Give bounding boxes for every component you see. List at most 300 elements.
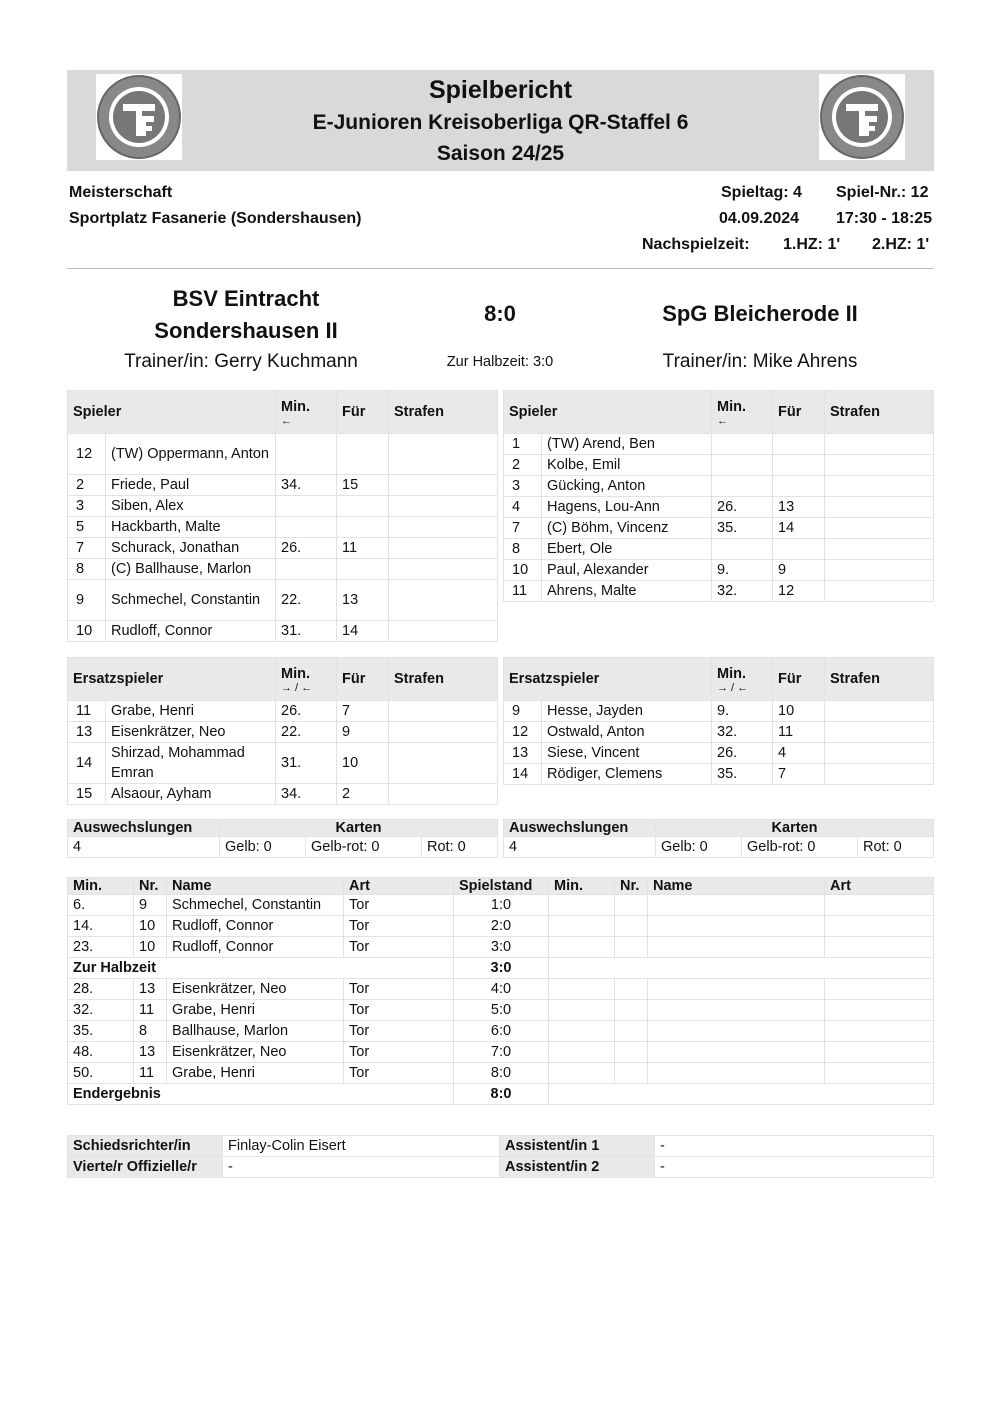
player-name: Rudloff, Connor [106, 621, 276, 642]
player-name: Grabe, Henri [106, 701, 276, 722]
sub-for-number: 11 [337, 538, 389, 559]
halftime-score: Zur Halbzeit: 3:0 [446, 354, 554, 370]
penalties-header: Strafen [389, 658, 498, 701]
goal-scorer-name: Eisenkrätzer, Neo [167, 979, 344, 1000]
sub-for-number [773, 434, 825, 455]
subs-header: Ersatzspieler [504, 658, 712, 701]
home-trainer: Trainer/in: Gerry Kuchmann [124, 351, 358, 372]
sub-minute: 9. [712, 701, 773, 722]
substitutions-count: 4 [68, 837, 220, 858]
away-goals-nr-header: Nr. [615, 878, 648, 895]
goal-scorer-number: 11 [134, 1000, 167, 1021]
home-team-line2: Sondershausen II [154, 318, 338, 343]
goal-type: Tor [344, 895, 454, 916]
penalties-cell [825, 743, 934, 764]
goal-scorer-number: 13 [134, 1042, 167, 1063]
goals-nr-header: Nr. [134, 878, 167, 895]
goal-minute: 32. [68, 1000, 134, 1021]
player-row [504, 476, 934, 497]
assistant1-label: Assistent/in 1 [500, 1136, 655, 1157]
goal-row [68, 1021, 934, 1042]
yellow-cards: Gelb: 0 [656, 837, 742, 858]
away-goal-empty-cell [825, 1000, 934, 1021]
player-row [504, 743, 934, 764]
player-number: 1 [504, 434, 542, 455]
sub-for-number: 9 [337, 722, 389, 743]
penalties-cell [389, 722, 498, 743]
venue: Sportplatz Fasanerie (Sondershausen) [69, 210, 362, 227]
player-row [68, 475, 498, 496]
league-name: E-Junioren Kreisoberliga QR-Staffel 6 [312, 111, 689, 134]
sub-for-number: 2 [337, 784, 389, 805]
player-number: 7 [504, 518, 542, 539]
yellow-cards: Gelb: 0 [220, 837, 306, 858]
away-goal-empty-cell [549, 1000, 615, 1021]
sub-minute: 26. [712, 497, 773, 518]
for-header: Für [337, 391, 389, 434]
player-number: 10 [504, 560, 542, 581]
player-row [504, 455, 934, 476]
goal-type: Tor [344, 1021, 454, 1042]
halftime-label: Zur Halbzeit [68, 958, 454, 979]
extra-time-first-half: 1.HZ: 1' [783, 236, 841, 253]
goal-row [68, 1000, 934, 1021]
player-number: 15 [68, 784, 106, 805]
goal-score: 4:0 [454, 979, 549, 1000]
player-number: 3 [504, 476, 542, 497]
away-subs-table [503, 657, 934, 785]
penalties-cell [389, 538, 498, 559]
player-row [504, 701, 934, 722]
for-header: Für [337, 658, 389, 701]
penalties-cell [389, 580, 498, 621]
away-goal-empty-cell [825, 1063, 934, 1084]
extra-time-label: Nachspielzeit: [642, 236, 750, 253]
penalties-cell [825, 455, 934, 476]
sub-minute: 9. [712, 560, 773, 581]
sub-minute: 22. [276, 722, 337, 743]
for-header: Für [773, 391, 825, 434]
sub-for-number: 12 [773, 581, 825, 602]
min-header: Min. ← [276, 391, 337, 434]
player-row [68, 722, 498, 743]
away-goal-empty-cell [648, 1021, 825, 1042]
player-name: Paul, Alexander [542, 560, 712, 581]
goal-minute: 35. [68, 1021, 134, 1042]
competition: Meisterschaft [69, 184, 173, 201]
for-header: Für [773, 658, 825, 701]
goal-scorer-name: Grabe, Henri [167, 1000, 344, 1021]
penalties-cell [825, 539, 934, 560]
sub-for-number [337, 496, 389, 517]
penalties-cell [825, 722, 934, 743]
away-goal-empty-cell [549, 937, 615, 958]
away-goal-empty-cell [648, 916, 825, 937]
player-row [68, 559, 498, 580]
final-label: Endergebnis [68, 1084, 454, 1105]
goal-row [68, 1042, 934, 1063]
player-name: Ebert, Ole [542, 539, 712, 560]
sub-minute [712, 434, 773, 455]
sub-for-number: 15 [337, 475, 389, 496]
away-goal-empty-cell [549, 1063, 615, 1084]
tfv-logo-right [819, 74, 905, 160]
goal-score: 7:0 [454, 1042, 549, 1063]
player-name: Hackbarth, Malte [106, 517, 276, 538]
goal-scorer-name: Rudloff, Connor [167, 937, 344, 958]
sub-minute: 35. [712, 764, 773, 785]
sub-for-number: 10 [773, 701, 825, 722]
goal-row [68, 916, 934, 937]
penalties-header: Strafen [389, 391, 498, 434]
away-goals-min-header: Min. [549, 878, 615, 895]
penalties-cell [825, 581, 934, 602]
player-number: 3 [68, 496, 106, 517]
red-cards: Rot: 0 [422, 837, 498, 858]
away-lineup-table [503, 390, 934, 602]
separator [67, 268, 934, 269]
penalties-cell [389, 517, 498, 538]
goals-score-header: Spielstand [454, 878, 549, 895]
player-row [68, 538, 498, 559]
goal-type: Tor [344, 1063, 454, 1084]
sub-minute: 26. [276, 701, 337, 722]
goal-scorer-name: Eisenkrätzer, Neo [167, 1042, 344, 1063]
penalties-cell [389, 475, 498, 496]
player-row [68, 784, 498, 805]
player-name: Friede, Paul [106, 475, 276, 496]
away-goals-name-header: Name [648, 878, 825, 895]
penalties-header: Strafen [825, 391, 934, 434]
assistant2-label: Assistent/in 2 [500, 1157, 655, 1178]
referee-value: Finlay-Colin Eisert [223, 1136, 500, 1157]
subs-header: Ersatzspieler [68, 658, 276, 701]
goal-score: 3:0 [454, 937, 549, 958]
player-name: (C) Böhm, Vincenz [542, 518, 712, 539]
officials-table [67, 1135, 934, 1178]
season: Saison 24/25 [436, 142, 565, 165]
goal-scorer-name: Grabe, Henri [167, 1063, 344, 1084]
goal-score: 8:0 [454, 1063, 549, 1084]
assistant1-value: - [655, 1136, 934, 1157]
sub-minute: 22. [276, 580, 337, 621]
home-team [96, 283, 396, 347]
player-number: 4 [504, 497, 542, 518]
goal-scorer-name: Ballhause, Marlon [167, 1021, 344, 1042]
substitutions-header: Auswechslungen [68, 820, 220, 837]
goal-minute: 48. [68, 1042, 134, 1063]
sub-minute: 31. [276, 743, 337, 784]
player-number: 13 [504, 743, 542, 764]
cards-header: Karten [656, 820, 934, 837]
goal-type: Tor [344, 916, 454, 937]
goal-minute: 28. [68, 979, 134, 1000]
substitutions-header: Auswechslungen [504, 820, 656, 837]
sub-minute: 32. [712, 581, 773, 602]
substitutions-count: 4 [504, 837, 656, 858]
player-name: Gücking, Anton [542, 476, 712, 497]
player-row [68, 517, 498, 538]
away-goal-empty-cell [648, 979, 825, 1000]
sub-minute: 34. [276, 475, 337, 496]
player-row [68, 580, 498, 621]
away-goal-empty-cell [615, 895, 648, 916]
player-name: Hesse, Jayden [542, 701, 712, 722]
goal-row [68, 937, 934, 958]
player-number: 10 [68, 621, 106, 642]
away-goal-empty-cell [615, 1042, 648, 1063]
penalties-cell [825, 560, 934, 581]
player-name: Ostwald, Anton [542, 722, 712, 743]
goal-scorer-number: 11 [134, 1063, 167, 1084]
player-row [68, 743, 498, 784]
penalties-cell [389, 701, 498, 722]
sub-for-number: 10 [337, 743, 389, 784]
penalties-cell [825, 518, 934, 539]
goal-type: Tor [344, 1000, 454, 1021]
min-header: Min. ← [712, 391, 773, 434]
sub-for-number [337, 517, 389, 538]
away-goal-empty-cell [549, 979, 615, 1000]
goal-scorer-number: 10 [134, 916, 167, 937]
report-header [67, 70, 934, 171]
player-name: Schmechel, Constantin [106, 580, 276, 621]
match-number: Spiel-Nr.: 12 [836, 184, 929, 201]
goal-scorer-number: 13 [134, 979, 167, 1000]
penalties-header: Strafen [825, 658, 934, 701]
goal-type: Tor [344, 937, 454, 958]
yellow-red-cards: Gelb-rot: 0 [742, 837, 858, 858]
min-header: Min. → / ← [712, 658, 773, 701]
player-row [504, 722, 934, 743]
player-name: Kolbe, Emil [542, 455, 712, 476]
away-goal-empty-cell [615, 1000, 648, 1021]
extra-time-second-half: 2.HZ: 1' [872, 236, 930, 253]
player-name: Siese, Vincent [542, 743, 712, 764]
sub-minute: 32. [712, 722, 773, 743]
players-header: Spieler [68, 391, 276, 434]
sub-minute [276, 517, 337, 538]
goal-scorer-number: 9 [134, 895, 167, 916]
away-goal-empty-cell [825, 916, 934, 937]
sub-for-number [337, 434, 389, 475]
sub-for-number: 7 [773, 764, 825, 785]
player-number: 12 [68, 434, 106, 475]
player-name: Schurack, Jonathan [106, 538, 276, 559]
sub-minute [276, 559, 337, 580]
penalties-cell [389, 559, 498, 580]
away-goal-empty-cell [615, 979, 648, 1000]
player-number: 8 [68, 559, 106, 580]
goal-score: 5:0 [454, 1000, 549, 1021]
goal-scorer-number: 8 [134, 1021, 167, 1042]
sub-for-number: 4 [773, 743, 825, 764]
sub-minute: 35. [712, 518, 773, 539]
away-team: SpG Bleicherode II [662, 301, 858, 326]
player-name: Rödiger, Clemens [542, 764, 712, 785]
goals-name-header: Name [167, 878, 344, 895]
sub-minute: 34. [276, 784, 337, 805]
penalties-cell [389, 496, 498, 517]
away-goal-empty-cell [648, 937, 825, 958]
home-summary-table [67, 819, 498, 858]
away-goal-empty-cell [825, 1021, 934, 1042]
away-goal-empty-cell [549, 916, 615, 937]
player-row [68, 434, 498, 475]
player-number: 7 [68, 538, 106, 559]
player-row [68, 496, 498, 517]
goal-scorer-name: Schmechel, Constantin [167, 895, 344, 916]
goals-type-header: Art [344, 878, 454, 895]
sub-minute [712, 455, 773, 476]
halftime-row [68, 958, 934, 979]
goal-type: Tor [344, 1042, 454, 1063]
penalties-cell [825, 764, 934, 785]
player-number: 11 [68, 701, 106, 722]
halftime-score-cell: 3:0 [454, 958, 549, 979]
report-title: Spielbericht [428, 76, 573, 104]
player-row [504, 518, 934, 539]
sub-for-number [773, 455, 825, 476]
away-goal-empty-cell [825, 979, 934, 1000]
away-goal-empty-cell [825, 895, 934, 916]
red-cards: Rot: 0 [858, 837, 934, 858]
final-score: 8:0 [484, 301, 516, 326]
sub-for-number: 14 [773, 518, 825, 539]
match-time: 17:30 - 18:25 [836, 210, 933, 227]
penalties-cell [389, 743, 498, 784]
away-goal-empty-cell [615, 937, 648, 958]
sub-for-number [773, 476, 825, 497]
away-empty-cell [549, 1084, 934, 1105]
goals-table [67, 877, 934, 1105]
goal-scorer-name: Rudloff, Connor [167, 916, 344, 937]
sub-for-number [337, 559, 389, 580]
final-score-cell: 8:0 [454, 1084, 549, 1105]
referee-label: Schiedsrichter/in [68, 1136, 223, 1157]
matchday: Spieltag: 4 [721, 184, 802, 201]
goal-minute: 50. [68, 1063, 134, 1084]
home-subs-table [67, 657, 498, 805]
player-name: (TW) Oppermann, Anton [106, 434, 276, 475]
player-name: Ahrens, Malte [542, 581, 712, 602]
sub-for-number: 9 [773, 560, 825, 581]
player-number: 14 [68, 743, 106, 784]
min-header: Min. → / ← [276, 658, 337, 701]
away-summary-table [503, 819, 934, 858]
away-goal-empty-cell [648, 1000, 825, 1021]
away-goal-empty-cell [615, 1021, 648, 1042]
away-goal-empty-cell [615, 916, 648, 937]
goal-row [68, 979, 934, 1000]
player-number: 12 [504, 722, 542, 743]
player-number: 2 [68, 475, 106, 496]
player-row [504, 581, 934, 602]
player-row [504, 764, 934, 785]
sub-minute [712, 539, 773, 560]
final-row [68, 1084, 934, 1105]
player-number: 5 [68, 517, 106, 538]
goal-row [68, 1063, 934, 1084]
player-number: 11 [504, 581, 542, 602]
player-name: Eisenkrätzer, Neo [106, 722, 276, 743]
sub-for-number: 14 [337, 621, 389, 642]
sub-for-number: 11 [773, 722, 825, 743]
player-row [68, 701, 498, 722]
home-team-line1: BSV Eintracht [172, 286, 320, 311]
sub-for-number [773, 539, 825, 560]
player-name: Shirzad, Mohammad Emran [106, 743, 276, 784]
assistant2-value: - [655, 1157, 934, 1178]
player-row [504, 497, 934, 518]
player-row [504, 434, 934, 455]
penalties-cell [389, 784, 498, 805]
player-number: 14 [504, 764, 542, 785]
cards-header: Karten [220, 820, 498, 837]
fourth-official-label: Vierte/r Offizielle/r [68, 1157, 223, 1178]
away-trainer: Trainer/in: Mike Ahrens [662, 351, 858, 372]
home-lineup-table [67, 390, 498, 642]
sub-minute: 31. [276, 621, 337, 642]
away-goal-empty-cell [549, 1021, 615, 1042]
player-name: (C) Ballhause, Marlon [106, 559, 276, 580]
player-number: 9 [68, 580, 106, 621]
player-row [504, 539, 934, 560]
player-name: Alsaour, Ayham [106, 784, 276, 805]
goal-minute: 6. [68, 895, 134, 916]
player-name: (TW) Arend, Ben [542, 434, 712, 455]
fourth-official-value: - [223, 1157, 500, 1178]
sub-for-number: 13 [337, 580, 389, 621]
goal-scorer-number: 10 [134, 937, 167, 958]
player-name: Siben, Alex [106, 496, 276, 517]
sub-minute [276, 434, 337, 475]
goal-minute: 14. [68, 916, 134, 937]
yellow-red-cards: Gelb-rot: 0 [306, 837, 422, 858]
player-name: Hagens, Lou-Ann [542, 497, 712, 518]
sub-minute [712, 476, 773, 497]
away-goal-empty-cell [648, 895, 825, 916]
match-date: 04.09.2024 [719, 210, 800, 227]
away-goal-empty-cell [648, 1063, 825, 1084]
penalties-cell [825, 476, 934, 497]
goal-score: 2:0 [454, 916, 549, 937]
sub-for-number: 13 [773, 497, 825, 518]
away-goals-type-header: Art [825, 878, 934, 895]
away-goal-empty-cell [549, 1042, 615, 1063]
player-row [504, 560, 934, 581]
goal-minute: 23. [68, 937, 134, 958]
sub-minute: 26. [712, 743, 773, 764]
goal-score: 1:0 [454, 895, 549, 916]
goal-type: Tor [344, 979, 454, 1000]
penalties-cell [825, 434, 934, 455]
player-row [68, 621, 498, 642]
penalties-cell [389, 621, 498, 642]
away-empty-cell [549, 958, 934, 979]
player-number: 2 [504, 455, 542, 476]
away-goal-empty-cell [648, 1042, 825, 1063]
sub-for-number: 7 [337, 701, 389, 722]
away-goal-empty-cell [615, 1063, 648, 1084]
goal-row [68, 895, 934, 916]
penalties-cell [389, 434, 498, 475]
penalties-cell [825, 701, 934, 722]
player-number: 8 [504, 539, 542, 560]
penalties-cell [825, 497, 934, 518]
player-number: 9 [504, 701, 542, 722]
players-header: Spieler [504, 391, 712, 434]
